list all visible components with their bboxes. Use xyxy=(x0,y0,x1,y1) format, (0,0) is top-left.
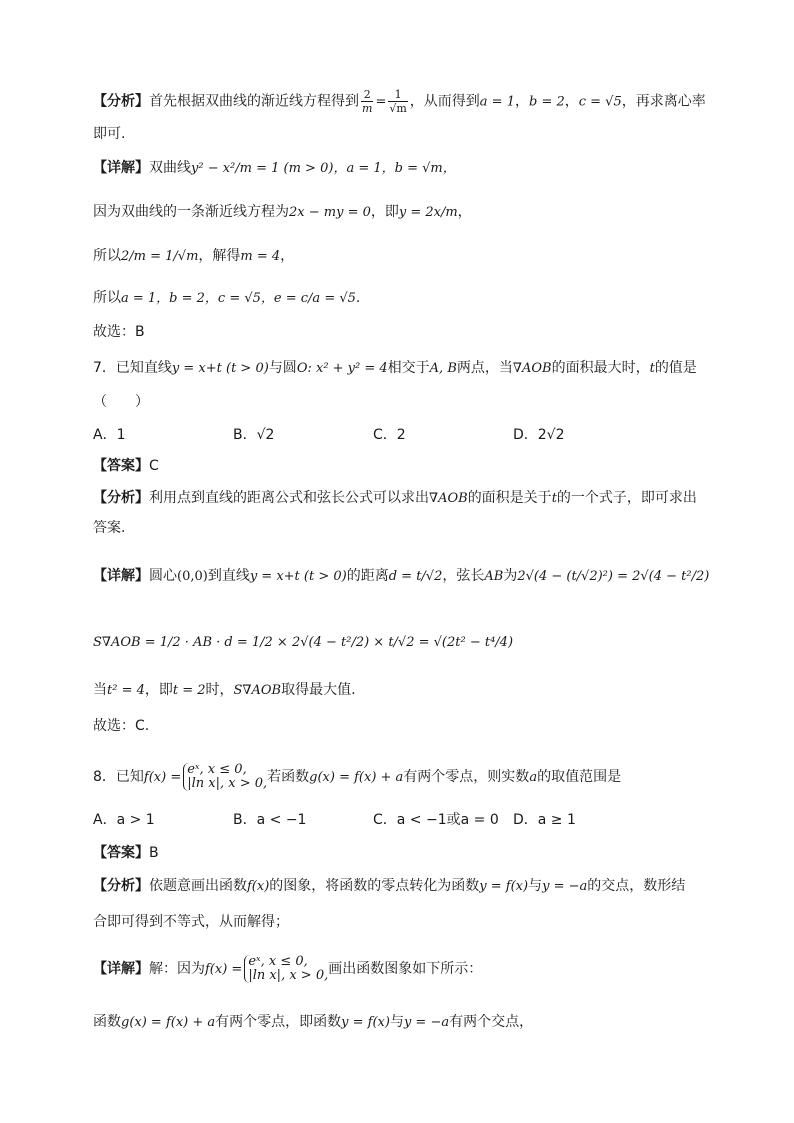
piecewise-brace: eˣ, x ≤ 0, |ln x|, x > 0, xyxy=(244,955,328,983)
analysis-7-line1: 【分析】利用点到直线的距离公式和弦长公式可以求出∇AOB的面积是关于t的一个式子，即可求出 xyxy=(93,490,697,506)
detail-7-line1: 【详解】圆心(0,0)到直线y = x+t (t > 0)的距离d = t/√2，弦长AB为2√(4 − (t/√2)²) = 2√(4 − t²/2) xyxy=(93,568,710,584)
question-7-stem: 7．已知直线y = x+t (t > 0)与圆O: x² + y² = 4相交于A, B两点，当∇AOB的面积最大时，t的值是 xyxy=(93,360,697,376)
option-a: A．1 xyxy=(93,427,126,443)
question-8-stem: 8．已知f(x) = eˣ, x ≤ 0, |ln x|, x > 0, 若函数g(x) = f(x) + a有两个零点，则实数a的取值范围是 xyxy=(93,762,622,791)
question-8-options xyxy=(93,810,706,830)
option-d: D．2√2 xyxy=(513,427,565,443)
analysis-8-line1: 【分析】依题意画出函数f(x)的图象，将函数的零点转化为函数y = f(x)与y = −a的交点，数形结 xyxy=(93,878,686,894)
detail-6-line1: 【详解】双曲线y² − x²/m = 1 (m > 0)，a = 1，b = √m， xyxy=(93,160,456,176)
analysis-6-line1: 【分析】首先根据双曲线的渐近线方程得到 $\frac{2}{m}$ = $\frac{1}{√m}$ ，从而得到a = 1，b = 2，c = √5，再求离心率 xyxy=(93,88,706,115)
option-b: B．√2 xyxy=(233,427,275,443)
analysis-tag: 【分析】 xyxy=(93,93,149,110)
answer-8: 【答案】B xyxy=(93,845,159,861)
answer-6: 故选：B xyxy=(93,324,145,340)
fraction: $\frac{1}{√m}$ xyxy=(389,88,407,115)
question-7-paren: （ ） xyxy=(93,394,149,410)
piecewise-brace: eˣ, x ≤ 0, |ln x|, x > 0, xyxy=(183,763,267,791)
question-7-options xyxy=(93,425,706,445)
answer-7: 【答案】C xyxy=(93,458,159,474)
option-d: D．a ≥ 1 xyxy=(513,812,576,828)
option-c: C．a < −1或a = 0 xyxy=(373,812,499,828)
option-c: C．2 xyxy=(373,427,406,443)
detail-6-line4: 所以a = 1，b = 2，c = √5，e = c/a = √5. xyxy=(93,290,361,306)
option-a: A．a > 1 xyxy=(93,812,155,828)
detail-7-when: 当t² = 4，即t = 2时，S∇AOB取得最大值. xyxy=(93,682,356,698)
analysis-8-line2: 合即可得到不等式，从而解得； xyxy=(93,914,289,930)
option-b: B．a < −1 xyxy=(233,812,307,828)
detail-8-line1: 【详解】解：因为f(x) = eˣ, x ≤ 0, |ln x|, x > 0, 画出函数图象如下所示： xyxy=(93,954,483,983)
answer-7-final: 故选：C. xyxy=(93,718,150,734)
analysis-7-line2: 答案. xyxy=(93,520,126,536)
detail-8-line2: 函数g(x) = f(x) + a有两个零点，即函数y = f(x)与y = −a有两个交点， xyxy=(93,1014,534,1030)
analysis-6-line2: 即可. xyxy=(93,126,126,142)
detail-7-area: S∇AOB = 1/2 · AB · d = 1/2 × 2√(4 − t²/2) × t/√2 = √(2t² − t⁴/4) xyxy=(93,635,514,650)
detail-6-line2: 因为双曲线的一条渐近线方程为2x − my = 0，即y = 2x/m， xyxy=(93,204,472,220)
fraction: $\frac{2}{m}$ xyxy=(362,88,373,115)
detail-6-line3: 所以2/m = 1/√m，解得m = 4， xyxy=(93,248,295,264)
